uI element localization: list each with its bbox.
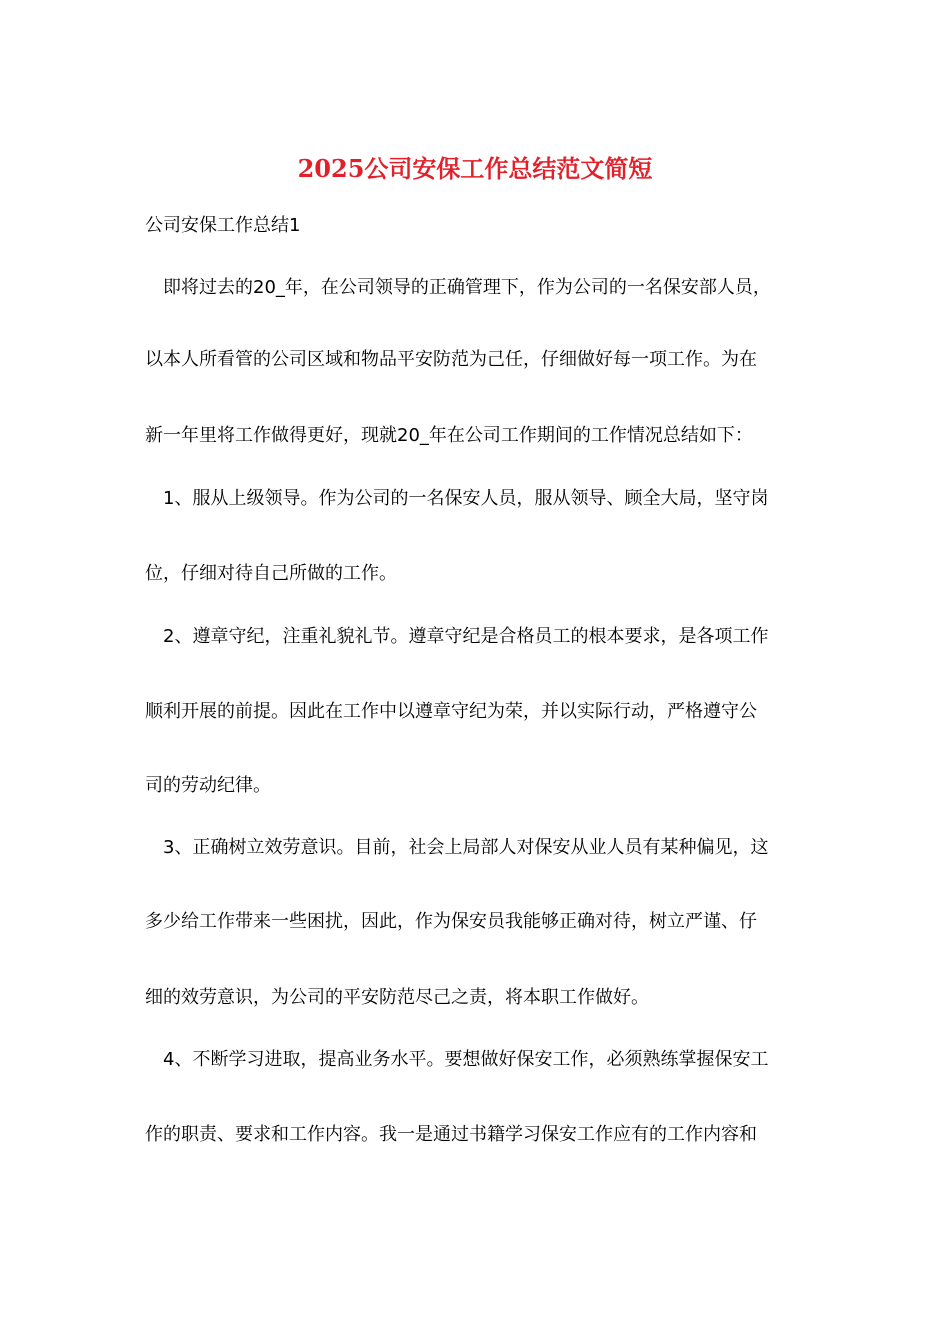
document-title: 2025公司安保工作总结范文简短 [297, 154, 653, 183]
section-heading: 公司安保工作总结1 [145, 215, 301, 236]
paragraph-line: 司的劳动纪律。 [145, 775, 271, 796]
paragraph-line: 3、正确树立效劳意识。目前，社会上局部人对保安从业人员有某种偏见，这 [163, 837, 769, 858]
paragraph-line: 多少给工作带来一些困扰，因此，作为保安员我能够正确对待，树立严谨、仔 [145, 911, 757, 932]
paragraph-line: 细的效劳意识，为公司的平安防范尽己之责，将本职工作做好。 [145, 987, 649, 1008]
paragraph-line: 以本人所看管的公司区域和物品平安防范为己任，仔细做好每一项工作。为在 [145, 349, 757, 370]
paragraph-line: 2、遵章守纪，注重礼貌礼节。遵章守纪是合格员工的根本要求，是各项工作 [163, 626, 769, 647]
paragraph-line: 1、服从上级领导。作为公司的一名保安人员，服从领导、顾全大局，坚守岗 [163, 488, 769, 509]
paragraph-line: 即将过去的20_年，在公司领导的正确管理下，作为公司的一名保安部人员， [163, 277, 771, 298]
paragraph-line: 4、不断学习进取，提高业务水平。要想做好保安工作，必须熟练掌握保安工 [163, 1049, 769, 1070]
paragraph-line: 位，仔细对待自己所做的工作。 [145, 563, 397, 584]
paragraph-line: 顺利开展的前提。因此在工作中以遵章守纪为荣，并以实际行动，严格遵守公 [145, 701, 757, 722]
paragraph-line: 作的职责、要求和工作内容。我一是通过书籍学习保安工作应有的工作内容和 [145, 1124, 757, 1145]
paragraph-line: 新一年里将工作做得更好，现就20_年在公司工作期间的工作情况总结如下： [145, 425, 753, 446]
